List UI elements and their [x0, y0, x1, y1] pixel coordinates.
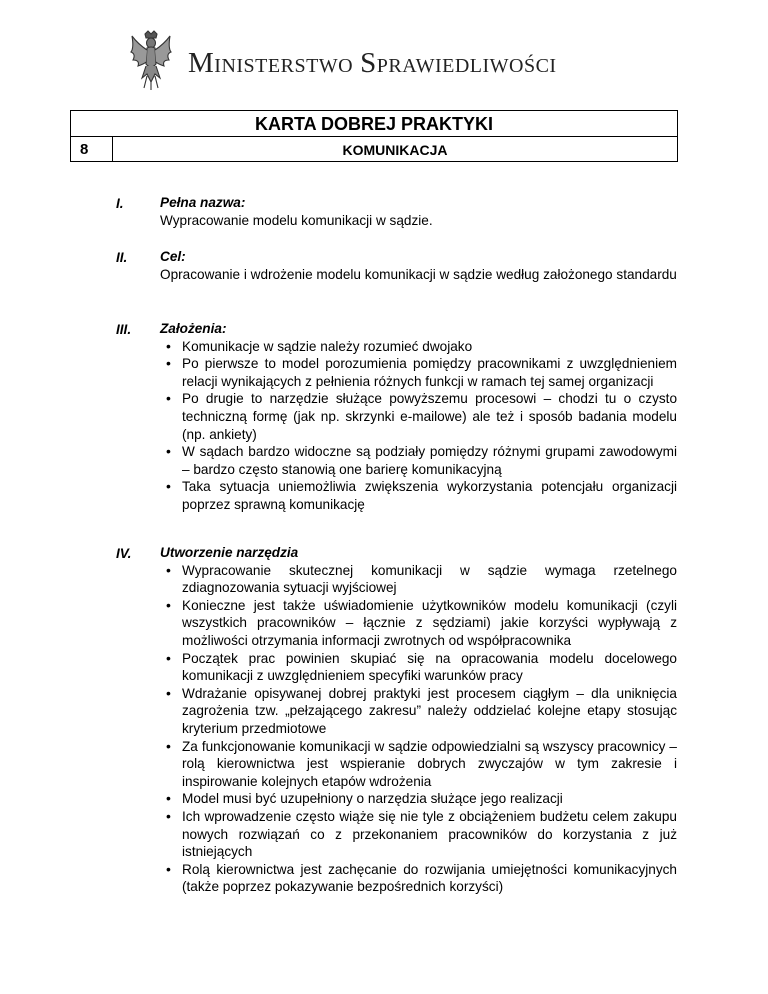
section-heading: Utworzenie narzędzia — [160, 545, 299, 560]
section-goal — [160, 248, 677, 283]
list-item: • Rolą kierownictwa jest zachęcanie do rozwijania umiejętności komunikacyjnych (także poprzez pokazywanie bezpośrednich korzyści) — [160, 861, 677, 896]
ministry-name-first: MINISTERSTWO — [188, 47, 354, 79]
section-numeral: I. — [116, 196, 124, 211]
card-title: KARTA DOBREJ PRAKTYKI — [254, 114, 493, 134]
list-item: • Za funkcjonowanie komunikacji w sądzie odpowiedzialni są wszyscy pracownicy – rolą kierownictwa jest wspieranie dobrych zwyczajów w tym zakresie i inspirowanie kolejnych etapów wdrożenia — [160, 738, 677, 791]
ministry-name-second: SPRAWIEDLIWOŚCI — [360, 47, 557, 79]
section-numeral: IV. — [116, 546, 132, 561]
section-full-name — [160, 194, 677, 229]
list-item: • Ich wprowadzenie często wiąże się nie tyle z obciążeniem budżetu celem zakupu nowych rozwiązań co z przekonaniem pracowników do korzystania z już istniejących — [160, 808, 677, 861]
section-heading: Pełna nazwa: — [160, 195, 246, 210]
section-text: Opracowanie i wdrożenie modelu komunikacji w sądzie według założonego standardu — [160, 266, 677, 282]
practice-card-header — [70, 110, 678, 162]
list-item: • Wypracowanie skutecznej komunikacji w sądzie wymaga rzetelnego zdiagnozowania sytuacji wyjściowej — [160, 562, 677, 597]
list-item: • Po pierwsze to model porozumienia pomiędzy pracownikami z uwzględnieniem relacji wynikających z pełnienia różnych funkcji w ramach tej samej organizacji — [160, 355, 677, 390]
card-subtitle: KOMUNIKACJA — [342, 142, 448, 158]
list-item: • Komunikacje w sądzie należy rozumieć dwojako — [160, 338, 677, 356]
section-heading: Założenia: — [160, 321, 227, 336]
list-item: • W sądach bardzo widoczne są podziały pomiędzy różnymi grupami zawodowymi – bardzo często stanowią one barierę komunikacyjną — [160, 443, 677, 478]
tool-creation-list — [160, 562, 677, 896]
list-item: • Początek prac powinien skupiać się na opracowania modelu docelowego komunikacji z uwzględnieniem specyfiki warunków pracy — [160, 650, 677, 685]
polish-eagle-emblem-icon — [128, 30, 174, 92]
ministry-header — [128, 30, 688, 94]
list-item: • Model musi być uzupełniony o narzędzia służące jego realizacji — [160, 790, 677, 808]
list-item: • Konieczne jest także uświadomienie użytkowników modelu komunikacji (czyli wszystkich pracowników – łącznie z sędziami) jakie korzyści wypływają z możliwości otrzymania informacji zwrotnych od współpracownika — [160, 597, 677, 650]
section-numeral: II. — [116, 250, 128, 265]
section-text: Wypracowanie modelu komunikacji w sądzie. — [160, 212, 433, 228]
list-item: • Wdrażanie opisywanej dobrej praktyki jest procesem ciągłym – dla uniknięcia zagrożenia tzw. „pełzającego zakresu” należy oddzielać kolejne etapy stosując kryterium przedmiotowe — [160, 685, 677, 738]
section-numeral: III. — [116, 322, 132, 337]
list-item: • Taka sytuacja uniemożliwia zwiększenia wykorzystania potencjału organizacji poprzez sprawną komunikację — [160, 478, 677, 513]
section-heading: Cel: — [160, 249, 186, 264]
ministry-name — [188, 47, 557, 80]
assumptions-list — [160, 338, 677, 514]
section-assumptions — [160, 320, 677, 514]
card-number: 8 — [80, 141, 89, 158]
section-tool-creation — [160, 544, 677, 896]
list-item: • Po drugie to narzędzie służące powyższemu procesowi – chodzi tu o czysto techniczną formę (jak np. skrzynki e-mailowe) ale też i sposób badania modelu (np. ankiety) — [160, 390, 677, 443]
